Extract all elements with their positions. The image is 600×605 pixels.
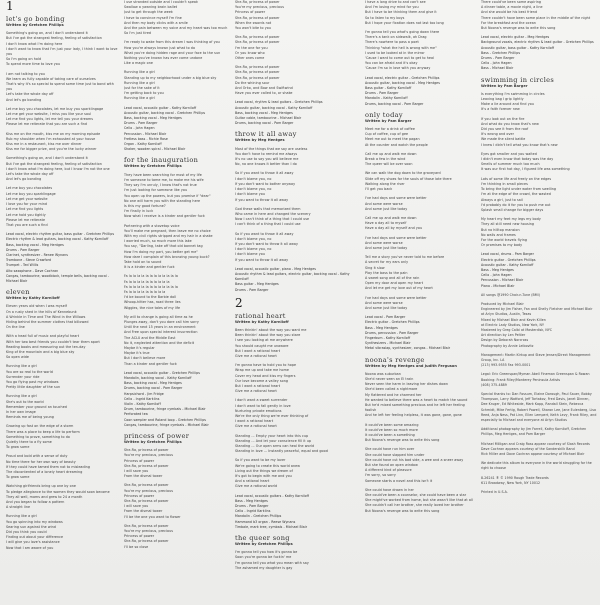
lyrics-stanza: Kiss me on the mouth, kiss me on my morning episode Rub my shoulder when I'm exhausted at your house Kiss me in a restaurant, kiss me over dinner Kiss me for bigger prize, and you're the lucky winner <box>6 131 101 152</box>
side-number-1: 1 <box>6 0 14 13</box>
lyrics-stanza: If you look out on the fire And what do you know that's new Did you see it from the roof It's wrong and over We made the silent battle I knew I didn't tell what you know that's new <box>481 116 558 147</box>
song-credits: Lead vocal, acoustic guitars - Kathy Korniloff Bass - Meg Hentges Drums - Pam Barger Cello - Ingrid Karklins Mandolin - Gretchen Phillips Hammond b3 organ - Reese Wynans Timbale, mark tree, cymbals - Michael Blair <box>235 493 309 529</box>
song-writer: Written by Gretchen Phillips <box>235 542 293 547</box>
lyrics-stanza: She-Ra, princess of power You're my precious, precious Princess of power She-Ra, princess of power I will save you From the dismal tower <box>124 448 174 479</box>
lyrics-stanza: Proud and bold with a sense of duty No time there for her own way of beauty If they could have tamed them not to misleading The discontented of a lonely heart dreaming To grow some <box>6 454 90 480</box>
song-writer: Written by Meg Hentges <box>235 138 285 143</box>
song-writer: Written by Kathy Korniloff <box>6 296 60 301</box>
lyrics-stanza: She-Ra, princess of power You're my precious, precious Princess of power She-Ra, princess of power I'll be so close <box>124 523 174 549</box>
lyrics-stanza: Eyes got smaller and you waited I didn't even know that today was the day Smells of summer much too much It was our first hot day, I figured life was something <box>481 151 570 172</box>
song-credits: Lead vocal, electric guitar - Meg Hentges Background vocals, electric rhythm & lead guitar - Gretchen Phillips Acoustic guitar, bass guitar - Kathy Korniloff Bass - Gretchen Phillips Drums - Pam Barger Cello - John Hagen Bass - Michael Blair <box>481 35 594 71</box>
song-title-the-queer-song: the queer song <box>235 534 290 543</box>
lyrics-stanza: I am not talking to you We learn as fully capable of taking care of ourselves That's why it's so special to spend some time just to bond with you Let's take the whole day off And let's go bonding <box>6 71 114 102</box>
courtesy-notes: Michael Milligan and Craig Ross appear courtesy of Slash Records Dave Cochran appears courtesy of the Sanderskilk Band Rick Miller and Dave Cochran appear courtesy of Michael Blair <box>481 441 590 457</box>
song-credits: Lead vocal, acoustic guitar - Gretchen Phillips Mandolin, backing vocal - Kathy Korniloff Bass, backing vocal - Meg Hentges Drums, backing vocal - Pam Barger Harpsichord - Jim Fridge Cello - Ingrid Karklins Violin - Kathy Korniloff Drum, tambourine, fringe cymbals - Michael Blair Perforated tea Coon sampler and Roland loop - Gretchen Phillips Congas, tambourine, fringe cymbals - Michael Blair <box>124 370 209 427</box>
lyrics-stanza: She-Ra, princess of power You're my precious, precious Princess of power She-Ra, princess of power When the swords not You won't bite to you <box>235 0 285 31</box>
lyrics-stanza: Most of the things that we say are useless You don't have to remind me always It's no use to say you will believe me No, no one knows it better than I do <box>235 146 308 167</box>
song-writer: Written by Pam Barger <box>365 118 412 123</box>
lyrics-column-1 <box>6 0 118 605</box>
song-writer: Written by Meg Hentges and Judith Ferguson <box>365 363 457 368</box>
thanks-notes: Special thanks to: Dan Fossum, Elaine Dorough, Paul Sauer, Bobby Thompson, Larry Watford, Jeff Tartakov, Fred Davis, Janet Dinnen, Dee Kruger, Ed Whiteside, Mark Kapp, Randall Stein, Rebecca Schmidt, Mike Fertig, Robert Powell, Sharon Lee, Jane Eulenberg, Lisa Reed, Anja Ness, Pat Linn, Ellen Lempert, Keith Levy, Frank Riley, and especially to Michael and everyone at Arlyn Studios <box>481 392 597 423</box>
lyrics-stanza: Fa la la la la la la la la la la la la Fa la la la la la la la la la la Fa la la la la la la la la la la la la Fa la la la la la la la la la I'd be bound to the Barbie doll Whoop-hitter has, road three lies Wiggles, the nice tales of my life <box>124 274 181 310</box>
lyrics-stanza: I'm gonna tell you how it's gonna be Soon you're gonna be fuckin' me I'm gonna tell you what you mean with say The ashamed my daughter is gay <box>235 550 309 570</box>
song-credits: Lead vocal, electric rhythm guitar, bass guitar - Gretchen Phillips Electric rhythm & lead guitars, backing vocal - Kathy Korniloff Bass, backing vocal - Meg Hentges Drums - Pam Barger Clarinet, synthesizer - Renee Wynans Trombone - Steve Crawford Trumpet - Ted Willis Alto saxophone - Dave Cochran Congas, tambourine, woodblock, temple bells, backing vocal - Michael Blair <box>6 232 115 283</box>
song-title-noonas-revenge: noona's revenge <box>365 355 425 364</box>
lyrics-stanza: Eleven years old when I was myself On a rusty shed in the hills of Kennebunk A Wrinkle in Time and The Wind in the Willows Hiding behind the summer clothes that billowed On the line <box>6 304 89 330</box>
lyrics-column-2 <box>124 0 234 605</box>
dedication-notes: We dedicate this album to everyone in the world struggling for the right to choose <box>481 461 592 471</box>
lyrics-stanza: I have a long drive to and can't see And I'm losing my mind for you But I have to be thinking them and give it So to listen to my boys But I hope your fixation does not last too long <box>365 0 444 25</box>
lyrics-stanza: Standing ... Empty your heart into this cup Standing ... And let your conscience fill it up Standing ... Our open arms can heal the world Standing in love ... Instantly peaceful, equal and good <box>235 433 328 454</box>
lyrics-stanza: God these walls that memorized them Who came in here and changed the scenery Now I can't think of a thing that I could use I can't think of a thing that I could use <box>235 206 311 227</box>
lyrics-stanza: She could have drawn in her She could've been a counselor, she could have been a star She might've worked from home, but she wasn't like that at all She couldn't call her brother, she really loved her brother But Noona's revenge was to write this song <box>365 487 473 513</box>
lyrics-stanza: She could have run him over She could have slapped him under She could have cut his bad side, a wee and a sneer away But she found an open window A different kind of pleasure I'm sorry, so sorry Someone starts a novel and this isn't it <box>365 447 464 483</box>
song-title-swimming-in-circles: swimming in circles <box>481 75 555 84</box>
lyrics-stanza: She-Ra, princess of power You're my precious, precious Princess of power She-Ra, princess of power I will save you From the dismal tower I'll be the one you want to flower <box>124 483 181 519</box>
lyrics-stanza: I've had days and some were better And some were worse And some just like today <box>365 196 427 211</box>
lyrics-stanza: So if you want to throw it all away I don't blame you, no If you don't want to bother anyway I don't blame you, no I don't blame you If you want to throw it all away <box>235 171 296 202</box>
lyrics-stanza: There could've been some aspiring A dinner table, a movie night, a line And she would be his best friend There couldn't have been some place in the middle of the night For the breakfast and the ocean But Noona's revenge was to write this song <box>481 0 591 31</box>
song-credits: Lead vocal - Pam Barger Electric guitar - Gretchen Phillips Bass - Meg Hentges Drums, percussion - Pam Barger Fingerbum - Kathy Korniloff Synthesizers - Michael Blair Metal vibraslap, synthesizer, congas - Michael Blair <box>365 315 451 351</box>
song-credits: Lead vocal, rhythm & lead guitars - Gretchen Phillips Acoustic guitar, backing vocal - Kathy Korniloff Bass, backing vocal - Meg Hentges Guitar cable, tambourine - Michael Blair Drums, backing vocal - Pam Barger <box>235 100 323 126</box>
song-credits: Lead vocal, acoustic guitar - Kathy Korniloff Acoustic guitar, backing vocal - Gretchen Phillips Bass, backing vocal - Meg Hentges Drums - Pam Barger Cello - John Hagen Percussion - Michael Blair Fretless bass - Richie Rose Organ - Kathy Korniloff Shaker, wooden spiral - Michael Blair <box>124 105 206 152</box>
photography-notes: Additional photography by Jim Farrell, Kathy Korniloff, Gretchen Phillips, Meg Hentges, and Pam Barger <box>481 427 587 437</box>
lyrics-stanza: Running like a girl You go spinning into my windows Searing sun against the wind Did you think you could Finding out about your difference I will give you love's assistance Now that I am aware of you <box>6 514 64 550</box>
lyrics-stanza: With a head full of music and playful heart With her two best friends you couldn't tear them apart Reading books and measuring out the ten-day King of the mountain and a big blue sky So open wide <box>6 334 100 360</box>
lyrics-stanza: We can walk the dog down to the graveyard Slide off my shoes for the souls of those late there Walking along the river I'll get you back <box>365 171 452 192</box>
lyrics-stanza: Running like a girl She's out to the world Remember your ground an touched In her own image Reminds me of being young <box>6 394 67 420</box>
song-writer: Written by Gretchen Phillips <box>124 440 182 445</box>
lyrics-stanza: Something's going on, and I don't understand it But I've got the strangest feeling, feeling of satisfaction I don't know what I'm doing here I don't want to know that I'm just your lady, I think I want to love you So I'm going on hold To spend more time to love you <box>6 31 118 67</box>
lyrics-stanza: I don't want a sweet surrender I don't want to fall gently in love Nurturing private emotions We're the only thing we're ever thinking of I want a rational heart Give me a rational heart <box>235 398 309 429</box>
song-credits: Lead vocal, drums - Pam Barger Electric guitar - Gretchen Phillips Acoustic guitar - Kathy Korniloff Bass - Meg Hentges Cello - John Hagen Percussion - Michael Blair Piano - Michael Blair <box>481 252 536 288</box>
lyrics-stanza: I use stranded outside and I couldn't speak Swallow a yawning brain ballet Just to get through the week I have to convince myself I'm fine And then my body clicks with a smile And the pain between my voice and my heart was too much So I'm just tired <box>124 0 228 36</box>
production-notes: Produced by Michael Blair Engineered by Jim Fisher, Fan and Shelly Fletcher and Michael Blair at Arlyn Studios, Austin, Texas Mixed by Michael Blair and Kevin Killen at Electric Lady Studios, New York, NY Mastered by Greg Calbi at Masterdisk, NYC Art direction by Len Peltier Design by Deborah Norcross Photography by Annie Leibovitz <box>481 301 593 348</box>
lyrics-stanza: I've had days and some were better And some were worse And some just like today <box>365 235 427 250</box>
lyrics-stanza: Tell me a story you've never told to me before A secret for my ears only Sing it slow Play the bass to the pain A sweet song and all of the rain Open my door and open my heart And let me get my love out of my heart <box>365 255 445 291</box>
song-credits: Lead vocal, electric guitar - Gretchen Phillips Acoustic guitar, backing vocal - Meg Hentges Bass guitar - Kathy Korniloff Drums - Pam Barger Mandolin - Kathy Korniloff Drums, backing vocal - Pam Barger <box>365 75 440 106</box>
lyrics-column-4 <box>365 0 475 605</box>
lyrics-column-3 <box>235 0 357 605</box>
lyrics-stanza: I'm gonna tell you what's going down there There's a tank on sidewalk, ah Drag There's nowhere to pass a poet Thinking "what the hell is wrong with me" I used to be looked at in the mirror 'Cause I want to come out to get to heal You can be afraid and it's okay 'Cause I'm so in love with you anyway <box>365 30 440 71</box>
lyrics-stanza: So if you want to be my lover We're going to create this world anew Living out the things we dream of It's got to begin with me and you And a rational heart Give me a rational world <box>235 458 300 489</box>
management-notes: Management: Martin Kirkup and Steve Jensen/Direct Management Group, Inc. LA (213) 993-9555 Fax 993-0001 <box>481 352 591 368</box>
lyrics-stanza: I'm gonna have to hold you to hope Wrap me up and take me home Cover my head and kiss my fingers Our love become a valley song But I want a rational heart Give me a rational heart <box>235 363 297 394</box>
song-credits: Lead vocal, acoustic guitar, piano - Meg Hentges Acoustic rhythm & lead guitars, electric guitar, backing vocal - Kathy Korniloff Bass guitar - Meg Hentges Drums - Pam Barger <box>235 266 350 292</box>
lyrics-stanza: It could've been some amazing It could've been so much more It could've been a something But Noona's revenge was to write this song <box>365 422 440 443</box>
lyrics-stanza: They have been searching for most of my life I'm someone to tame me, to make me his wife They say I'm unruly, I know that's not true I'm just looking for someone like you You open up the powers, but you promise if "dear" No one will harm you with the standing here Is this my good fortune? I'm finally in luck Now what I receive is a kinder and gentler fuck <box>124 172 211 219</box>
lyrics-stanza: Let me buy you chocolates, let me buy you sparklingage Let me get your website, I miss you like your soul Let me find you lights, let me tell you your dreams Please let me reiterate that you are such a find <box>6 106 104 127</box>
lyrics-stanza: Running like a girl Standing up to my neighborhood under a big blue sky Running like a girl Just for the sake of it I'm getting back to you Running like a girl <box>124 70 217 101</box>
song-title-rational-heart: rational heart <box>235 311 286 320</box>
lyrics-stanza: Something's going on, and I don't understand it But I've got the strangest feeling, feeling of satisfaction I don't know what I'm doing here, but I know I'm not the one Let's take the whole day off And let's go bonding <box>6 156 110 182</box>
song-title-only-today: only today <box>365 110 403 119</box>
printed-in-notes: Printed in U.S.A. <box>481 490 508 495</box>
lyrics-stanza: She-Ra, princess of power She-Ra, princess of power She-Ra, princess of power Do the whining sour And Orko, and Bow and Swiftwind Have you ever called to, or shake <box>235 65 293 96</box>
lyrics-stanza: My will to change is going all time as he Plunges away, don't you dare call him sorry Until the next 15 years in an environment And Free upon special interest insurrection The ACLU and the Middle East No it, neglected attention and the deficit Maybe it's regular Maybe it's true But I don't believe more Than a kinder and gentler fuck <box>124 314 199 366</box>
lyrics-stanza: My heart my feet my legs my body They all still need new housing But no hilltop mansion No walls and frames For the world travels flying Or promises to my body <box>481 217 541 248</box>
song-writer: Written by Gretchen Phillips <box>6 23 64 27</box>
lyrics-stanza: Running like a girl You are so real to the world Surrender your ride You go flying past my windows Pretty little daughter of the sun <box>6 364 61 390</box>
song-title-princess-of-power: princess of power <box>124 432 190 441</box>
lyrics-stanza: She-Ra, princess of power She-Ra, princess of power I'm the one for you Or you know who Other ones come <box>235 35 280 61</box>
song-writer: Written by Kathy Korniloff <box>235 319 289 324</box>
lyrics-stanza: Let me buy you chocolates Let me buy you sparklingage Let me get your website I love you for your mind Let me find you lights Let me hold you tightly Please let me reiterate That you are such a find <box>6 186 56 227</box>
song-title-for-the-inauguration: for the inauguration <box>124 156 199 165</box>
lyrics-stanza: Is everything I'm swimming in circles Leaving bag I grip lightly Make a lie around and find you It's a faith forever new <box>481 91 545 112</box>
lyrics-stanza: Partnering with a stovetop voice You'll make me pregnant, then leave me no choice With my civil rights stripped and my hair in a shake I worried much, so much more this lake You say, "Darling, take off that old bonnet tag How I'm doing my part, you better get me" How dare I complain of this bronzing young buck? Take hold on to sound It is a kinder and gentler fuck <box>124 223 213 270</box>
lyrics-stanza: Been thinkin' about the way you want me Been thinkin' about the way you stare I see you looking at me anywhere You should caught me unaware But I want a rational heart Give me a rational heart <box>235 327 307 358</box>
lyrics-stanza: I've had days and some were better And some were worse And some just like today <box>365 295 427 310</box>
label-notes: 8-26241 ® © 1990 Rough Trade Records 611 Broadway, New York, NY 10012 <box>481 475 549 485</box>
lyrics-stanza: Noona was suburban She'd never seen an El train Never seen the harm in leaving her dishes down She'd been called a nightmare My flattered and he charmed her He wanted to believe there was a heart to match the sound But he'd mixed something precious and he left her feeling foolish And he left her feeling helpless, it was gone, gone, gone <box>365 371 468 418</box>
lyrics-stanza: Call me up and walk me down Have a day all to myself Have a day all by myself and you <box>365 215 423 231</box>
lyrics-stanza: I'm ready to wake from this dream I was thinking of you How you're always known just what to do What you're doing hidden rage and your face to the sun Nothing you've known has ever come undone Like a magic one <box>124 40 221 66</box>
song-writer: Written by Pam Barger <box>481 83 528 88</box>
lyrics-stanza: So if you want to throw it all away I don't blame you, no If you don't want to throw it all away I don't blame you, no I don't blame you If you want to throw it all away <box>235 231 299 262</box>
lyrics-stanza: Watching girlfriends bring up one by one To pledge allegiance to the women they would soon become They all well, moms and grew to 24 a month And you began to follow a pattern A straight line <box>6 484 110 510</box>
lyrics-stanza: Meet me for a drink of coffee Cup of coffee, cup of gee Meet me out to meet the pagan At the counter and watch the people <box>365 127 428 147</box>
lyrics-stanza: Lots of some life and freely on the edges I'm thinking in small pieces To bring the light under water from swelling I'm at the edge of the crowd, the wasted Always a girl, just to sail I'd probably do it for you to push me out Splash small change for bigger days <box>481 176 557 212</box>
lyrics-stanza: Call me up and walk me down Break a few in the wind The queer will be over soon <box>365 151 417 167</box>
lyrics-stanza: Growing up fast on the edge of a storm There was a place to keep a life to perform Something to prove, something to do Quietly there to a fly some To grow some <box>6 424 80 450</box>
legal-notes: Legal: Eric Greenspan/Myman Abell Fineman Greenspan & Rowan Booking: Frank Riley/Monterey Peninsula Artists (408) 375-4889 <box>481 372 590 387</box>
copyright-line: All songs @1990 Chair-n-Tune (BMI) <box>481 292 540 297</box>
song-title-lets-go-bonding: let's go bonding <box>6 15 65 23</box>
song-title-throw-it-all-away: throw it all away <box>235 130 297 139</box>
side-number-2: 2 <box>235 295 243 310</box>
song-title-eleven: eleven <box>6 288 30 297</box>
song-writer: Written by Gretchen Phillips <box>124 164 182 169</box>
lyrics-column-5 <box>481 0 597 605</box>
